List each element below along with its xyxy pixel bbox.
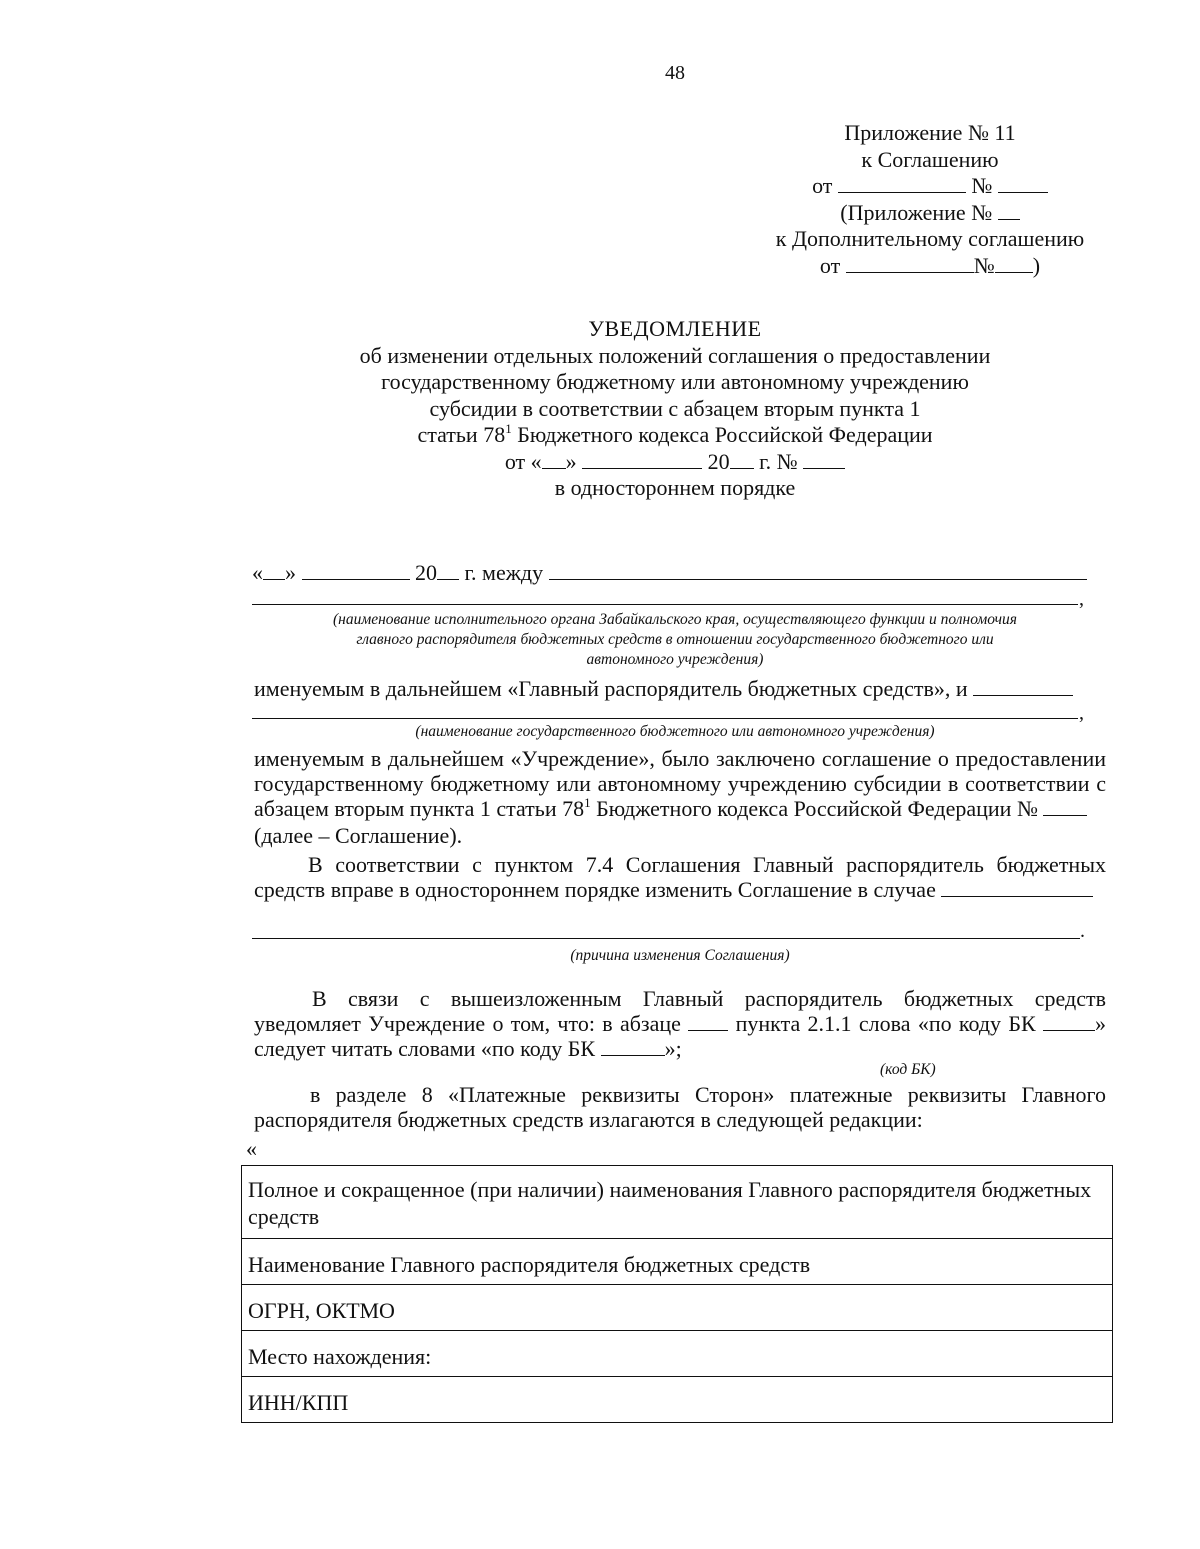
reason-line[interactable] [252, 938, 1080, 939]
paragraph-agreement: именуемым в дальнейшем «Учреждение», было заключено соглашение о предоставлении государственному бюджетному или автономному учреждению субсидии в соответствии с абзацем вторым пункта 1 статьи $78^1$ Бюджетного кодекса Российской Федерации № (далее – Соглашение). [254, 746, 1106, 848]
authority-name-blank[interactable] [549, 561, 1087, 580]
appendix-header [690, 120, 1170, 279]
new-bk-code-blank[interactable] [601, 1037, 665, 1056]
named-main-distributor: именуемым в дальнейшем «Главный распорядитель бюджетных средств», и [254, 676, 1073, 702]
page-number: 48 [665, 62, 685, 84]
requisite-ogrn-oktmo: ОГРН, ОКТМО [242, 1285, 1113, 1331]
notice-subtitle-line1: об изменении отдельных положений соглашения о предоставлении [359, 342, 991, 368]
day-blank[interactable] [263, 561, 285, 580]
paragraph-notification: В связи с вышеизложенным Главный распорядитель бюджетных средств уведомляет Учреждение о том, что: в абзаце пункта 2.1.1 слова «по коду БК » следует читать словами «по коду БК »; [254, 986, 1107, 1061]
requisites-table [241, 1165, 1113, 1423]
requisite-name: Наименование Главного распорядителя бюджетных средств [242, 1239, 1113, 1285]
appendix-supplement: (Приложение № [690, 200, 1170, 227]
open-quote: « [246, 1136, 257, 1161]
paragraph-clause-7-4: В соответствии с пунктом 7.4 Соглашения Главный распорядитель бюджетных средств вправе в одностороннем порядке изменить Соглашение в случае [254, 852, 1106, 902]
notice-day-blank[interactable] [542, 450, 566, 469]
institution-name-line[interactable] [252, 718, 1078, 719]
comma: , [1079, 702, 1084, 724]
agreement-no-blank[interactable] [1043, 797, 1087, 816]
table-row [242, 1377, 1113, 1423]
appendix-additional-agreement: к Дополнительному соглашению [775, 226, 1085, 251]
institution-name-blank[interactable] [973, 677, 1073, 696]
requisite-location: Место нахождения: [242, 1331, 1113, 1377]
month-blank[interactable] [302, 561, 410, 580]
paragraph-no-blank[interactable] [688, 1012, 728, 1031]
period: . [1080, 920, 1085, 942]
additional-date-blank[interactable] [846, 254, 974, 273]
caption-institution: (наименование государственного бюджетного или автономного учреждения) [415, 723, 935, 740]
table-row [242, 1285, 1113, 1331]
notice-date-line: от « » 20 г. № [320, 449, 1030, 476]
caption-reason: (причина изменения Соглашения) [570, 947, 790, 964]
notice-subtitle-line2: государственному бюджетному или автономному учреждению [381, 369, 969, 394]
additional-number-blank[interactable] [995, 254, 1033, 273]
appendix-agreement-date: от № [690, 173, 1170, 200]
notice-unilateral: в одностороннем порядке [554, 475, 796, 500]
supplement-number-blank[interactable] [998, 201, 1020, 220]
paragraph-section-8: в разделе 8 «Платежные реквизиты Сторон» платежные реквизиты Главного распорядителя бюджетных средств излагаются в следующей редакции: [254, 1082, 1106, 1132]
table-row [242, 1239, 1113, 1285]
agreement-number-blank[interactable] [998, 174, 1048, 193]
old-bk-code-blank[interactable] [1043, 1012, 1095, 1031]
notice-title: УВЕДОМЛЕНИЕ [588, 316, 762, 341]
appendix-to-agreement: к Соглашению [861, 146, 999, 172]
table-row [242, 1331, 1113, 1377]
notice-year-blank[interactable] [730, 450, 754, 469]
year-blank[interactable] [437, 561, 459, 580]
agreement-date-blank[interactable] [838, 174, 966, 193]
notice-subtitle-line4: статьи $78^1$ Бюджетного кодекса Российской Федерации [417, 421, 933, 447]
caption-authority: (наименование исполнительного органа Забайкальского края, осуществляющего функции и полномочия главного распорядителя бюджетных средств в отношении государственного бюджетного или автономного учреждения) [333, 611, 1017, 668]
reason-blank[interactable] [941, 878, 1093, 897]
authority-name-line[interactable] [252, 604, 1078, 605]
caption-bk-code: (код БК) [880, 1061, 936, 1078]
agreement-date-line: « » 20 г. между [252, 560, 1087, 586]
notice-month-blank[interactable] [582, 450, 702, 469]
notice-number-blank[interactable] [803, 450, 845, 469]
appendix-additional-date: от № ) [819, 252, 1041, 278]
table-row [242, 1166, 1113, 1239]
appendix-number: Приложение № 11 [844, 120, 1016, 145]
requisite-inn-kpp: ИНН/КПП [242, 1377, 1113, 1423]
notice-title-block [320, 316, 1030, 502]
comma: , [1079, 588, 1084, 610]
notice-subtitle-line3: субсидии в соответствии с абзацем вторым пункта 1 [429, 395, 921, 421]
requisite-full-name: Полное и сокращенное (при наличии) наименования Главного распорядителя бюджетных средств [242, 1166, 1113, 1239]
